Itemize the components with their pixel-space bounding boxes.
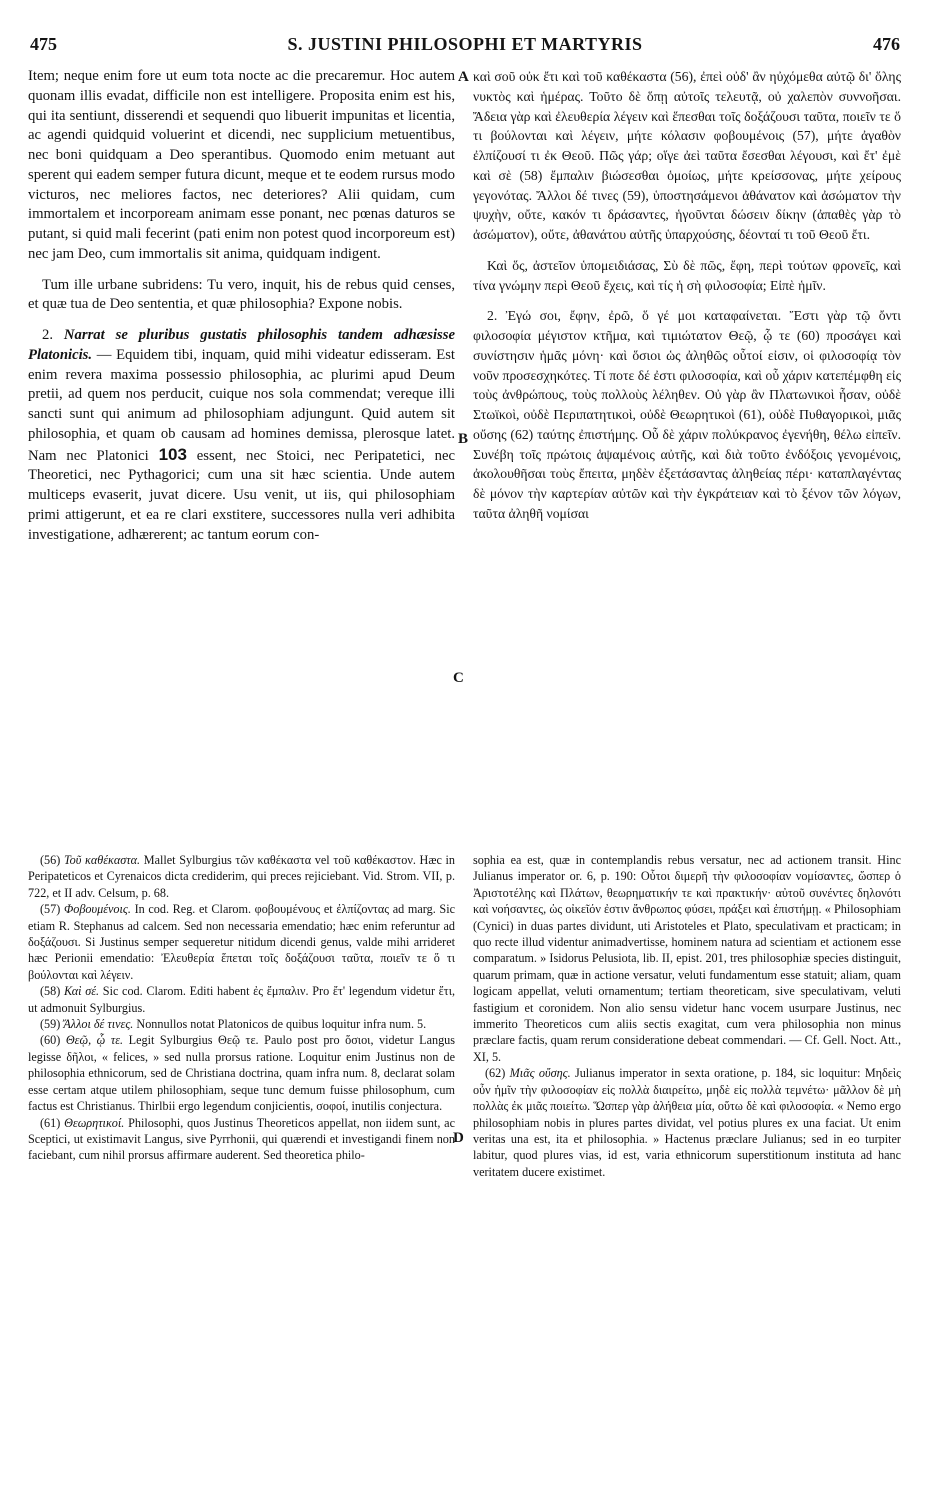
greek-paragraph-2: Καὶ ὅς, ἀστεῖον ὑπομειδιάσας, Σὺ δὲ πῶς, ἔφη, περὶ τούτων φρονεῖς, καὶ τίνα γνώμην περὶ Θεοῦ ἔχεις, καὶ τίς ἡ σὴ φιλοσοφία; Εἰπὲ ἡμῖν. [473,257,901,293]
section-marker-b: B [458,431,469,447]
greek-paragraph-1: καὶ σοῦ οὐκ ἔτι καὶ τοῦ καθέκαστα (56), ἐπεὶ οὐδ' ἂν ηὐχόμεθα αὐτῷ δι' ὅλης νυκτὸς καὶ ἡμέρας. Τοῦτο δὲ ὅπῃ αὐτοῖς τελευτᾷ, οὐ χαλεπὸν συννοῆσαι. Ἄδεια γὰρ καὶ ἐλευθερία λέγειν καὶ ἕπεσθαι τοῖς δοξάζουσι ταῦτα, ποιεῖν τε ὅ τι βούλονται καὶ λέγειν, μήτε κόλασιν φοβουμένοις (57), μήτε ἀγαθὸν ἐλπίζουσί τι ἐκ Θεοῦ. Πῶς γάρ; οἵγε ἀεὶ ταῦτα ἔσεσθαι λέγουσι, καὶ ἔτ' ἐμὲ καὶ σὲ (58) ἔμπαλιν βιώσεσθαι ὁμοίως, μήτε κρείσσονας, μήτε χείρους γεγονότας. Ἄλλοι δέ τινες (59), ὑποστησάμενοι ἀθάνατον καὶ ἀσώματον τὴν ψυχὴν, οὔτε, κακόν τι δράσαντες, ἡγοῦνται δώσειν δίκην (ἀπαθὲς γὰρ τὸ ἀσώματον), οὔτε, ἀθανάτου αὐτῆς ὑπαρχούσης, δέονταί τι τοῦ Θεοῦ ἔτι. [473,69,901,242]
footnote-60: (60) Θεῷ, ᾧ τε. Legit Sylburgius Θεῷ τε. Paulo post pro ὅσιοι, videtur Langus legisse δῆλοι, « felices, » sed nulla prorsus ratione. Loquitur enim Justinus non de philosophia ethnicorum, sed de Christiana doctrina, quam infra num. 8, declarat solam esse certam atque utilem philosophiam, seque tunc demum fuisse philosophum, cum factus est Christianus. Thirlbii ergo legendum conjicientis, σοφοί, inutilis conjectura. [28,1033,456,1114]
column-number: 103 [158,444,187,464]
footnotes-right [473,852,901,1180]
greek-paragraph-3: 2. Ἐγώ σοι, ἔφην, ἐρῶ, ὅ γέ μοι καταφαίνεται. Ἔστι γὰρ τῷ ὄντι φιλοσοφία μέγιστον κτῆμα, καὶ τιμιώτατον Θεῷ, ᾧ τε (60) προσάγει καὶ συνίστησιν ἡμᾶς μόνη· καὶ ὅσιοι ὡς ἀληθῶς οὗτοί εἰσιν, οἱ φιλοσοφίᾳ τὸν νοῦν προσεσχηκότες. Τί ποτε δέ ἐστι φιλοσοφία, καὶ οὗ χάριν κατεπέμφθη εἰς τοὺς ἀνθρώπους, τοὺς πολλοὺς λέληθεν. Οὐ γὰρ ἂν Πλατωνικοὶ ἦσαν, οὐδὲ Στωϊκοὶ, οὐδὲ Περιπατητικοὶ, οὐδὲ Θεωρητικοὶ (61), οὐδὲ Πυθαγορικοὶ, μιᾶς οὔσης (62) ταύτης ἐπιστήμης. Οὗ δὲ χάριν πολύκρανος ἐγενήθη, θέλω εἰπεῖν. Συνέβη τοῖς πρώτοις ἁψαμένοις αὐτῆς, καὶ διὰ τοῦτο ἐνδόξοις γενομένοις, ἀκολουθῆσαι τοὺς ἔπειτα, μηδὲν ἐξετάσαντας ἀληθείας πέρι· καταπλαγέντας δὲ μόνον τὴν καρτερίαν αὐτῶν καὶ τὴν ἐγκράτειαν καὶ τὸ ξένον τῶν λόγων, ταῦτα ἀληθῆ νομίσαι [473,308,901,521]
latin-text-a: — Equidem tibi, inquam, quid mihi videatur edisseram. Est enim revera maxima possessio philosophia, ac plurimi apud Deum pretii, ad quem nos perducit, cuique nos sola commendat; vereque illi sancti sunt qui animum ad philosophiam adjungunt. Quid autem sit philosophia, et quam ob causam ad homines demissa, plerosque latet. Nam nec Platonici [28,346,455,464]
page-number-right: 476 [873,34,900,54]
footnote-61-continued: sophia ea est, quæ in contemplandis rebus versatur, nec ad actionem transit. Hinc Julianus imperator or. 6, p. 190: Οὗτοι διμερῆ τὴν φιλοσοφίαν νομίσαντες, ὥσπερ ὁ Ἀριστοτέλης καὶ Πλάτων, θεωρηματικήν τε καὶ πρακτικήν· αὐτοῦ συνέντες δηλονότι καὶ νοήσαντες, ὡς οἰκεῖόν ἐστιν ἄνθρωπος φύσει, πράξει καὶ ἐπιστήμῃ. « Philosophiam (Cynici) in duas partes dividunt, uti Aristoteles et Plato, speculativam et practicam; in quo recte illud videntur animadvertisse, hominem natura ad scientiam et actionem esse comparatum. » Isidorus Pelusiota, lib. II, epist. 201, tres philosophiæ species distinguit, quarum primam, quæ in actione versatur, veluti fundamentum esse statuit; aliam, quam logicam appellat, veluti ornamentum; tertiam theoreticam, sive speculativam, veluti fastigium et coronidem. Non alio sensu videtur hanc vocem usurpare Justinus, nec immerito Theoreticos cum aliis sectis exagitat, cum vera philosophia non minus præclare factis, quam rerum consideratione debeat commendari. — Cf. Gell. Noct. Att., XI, 5. [473,853,901,1064]
latin-paragraph-1: Item; neque enim fore ut eum tota nocte ac die precaremur. Hoc autem quonam illis evadat, difficile non est intelligere. Proposita enim est his, qui ita sentiunt, disserendi et sequendi quo libuerit impunitas et licentia, ac agendi quidquid voluerint et dicendi, nec supplicium metuentibus, nec boni quidquam a Deo sperantibus. Quomodo enim metuant aut sperent qui eadem semper futura dicunt, meque et te eodem rursus modo victuros, nec meliores factos, nec deteriores? Alii quidam, cum immortalem et incorpoream animam esse ponant, nec pœnas daturos se putant, si quid mali fecerint (pati enim non potest quod incorporeum est) nec jam Deo, cum immortalis sit anima, quidquam indigent. [28,68,455,262]
page-number-left: 475 [30,34,57,54]
running-title: S. JUSTINI PHILOSOPHI ET MARTYRIS [287,34,643,54]
section-number: 2. [42,327,54,343]
section-marker-a: A [458,69,469,85]
footnote-58: (58) Καὶ σέ. Sic cod. Clarom. Editi habent ἐς ἔμπαλιν. Pro ἔτ' legendum videtur ἔτι, ut admonuit Sylburgius. [28,984,456,1015]
footnote-56: (56) Τοῦ καθέκαστα. Mallet Sylburgius τῶν καθέκαστα vel τοῦ καθέκαστον. Hæc in Peripateticos et Cyrenaicos dicta crediderim, qui preces rejiciebant. Vid. Strom. VII, p. 722, et II adv. Celsum, p. 68. [28,853,456,900]
latin-text-b: essent, nec Stoici, nec Peripatetici, nec Theoretici, nec Pythagorici; cum una sit hæc scientia. Unde autem multiceps evaserit, juvat dicere. Usu venit, ut iis, qui philosophiam primi attigerunt, et ea re clari exstitere, successores nulla veri adhibita investigatione, adhærerent; ac tantum eorum con- [28,447,456,543]
footnote-61: (61) Θεωρητικοί. Philosophi, quos Justinus Theoreticos appellat, non iidem sunt, ac Sceptici, ut existimavit Langus, sive Pyrrhonii, qui quærendi et investigandi finem non faciebant, cum nihil prorsus affirmare auderent. Sed theoretica philo- [28,1115,455,1163]
section-marker-c: C [453,670,464,686]
footnote-57: (57) Φοβουμένοις. In cod. Reg. et Clarom. φοβουμένους et ἐλπίζοντας ad marg. Sic etiam R. Stephanus ad calcem. Sed non necessaria emendatio; hæc enim referuntur ad δοξάζουσι. Si Justinus semper sequeretur nitidum dicendi genus, valde mihi arrideret hæc Perionii emendatio: Ἐλευθερία ἕπεται τοῖς δοξάζουσι ταῦτα, ποιεῖν τε ὅ τι βούλονται καὶ λέγειν. [28,902,456,982]
greek-column [473,67,901,524]
latin-paragraph-3 [28,326,455,545]
section-marker-d: D [453,1130,464,1146]
section-summary: Narrat se pluribus gustatis philosophis tandem adhæsisse Platonicis. [28,327,455,363]
footnote-59: (59) Ἄλλοι δέ τινες. Nonnullos notat Platonicos de quibus loquitur infra num. 5. [40,1017,427,1032]
page-header [30,34,900,58]
latin-column [28,67,455,545]
footnote-62: (62) Μιᾶς οὔσης. Julianus imperator in sexta oratione, p. 184, sic loquitur: Μηδεὶς οὖν ἡμῖν τὴν φιλοσοφίαν εἰς πολλὰ διαιρείτω, μηδὲ εἰς πολλὰ τεμνέτω· μᾶλλον δὲ μὴ πολλὰς ἐκ μιᾶς ποιείτω. Ὥσπερ γὰρ ἀλήθεια μία, οὕτω δὲ καὶ φιλοσοφία. « Nemo ergo philosophiam nobis in plures partes dividat, vel potius plures ex una faciat. Ut enim veritas una est, ita et philosophia. » Hactenus præclare Julianus; sed in eo turpiter labitur, quod plures vias, id est, varia ethnicorum superstitionum instituta ad hanc veritatem ducere existimet. [473,1066,902,1179]
footnotes-left [28,852,455,1164]
latin-paragraph-2: Tum ille urbane subridens: Tu vero, inquit, his de rebus quid censes, et quæ tua de Deo sententia, et quæ philosophia? Expone nobis. [28,276,455,313]
